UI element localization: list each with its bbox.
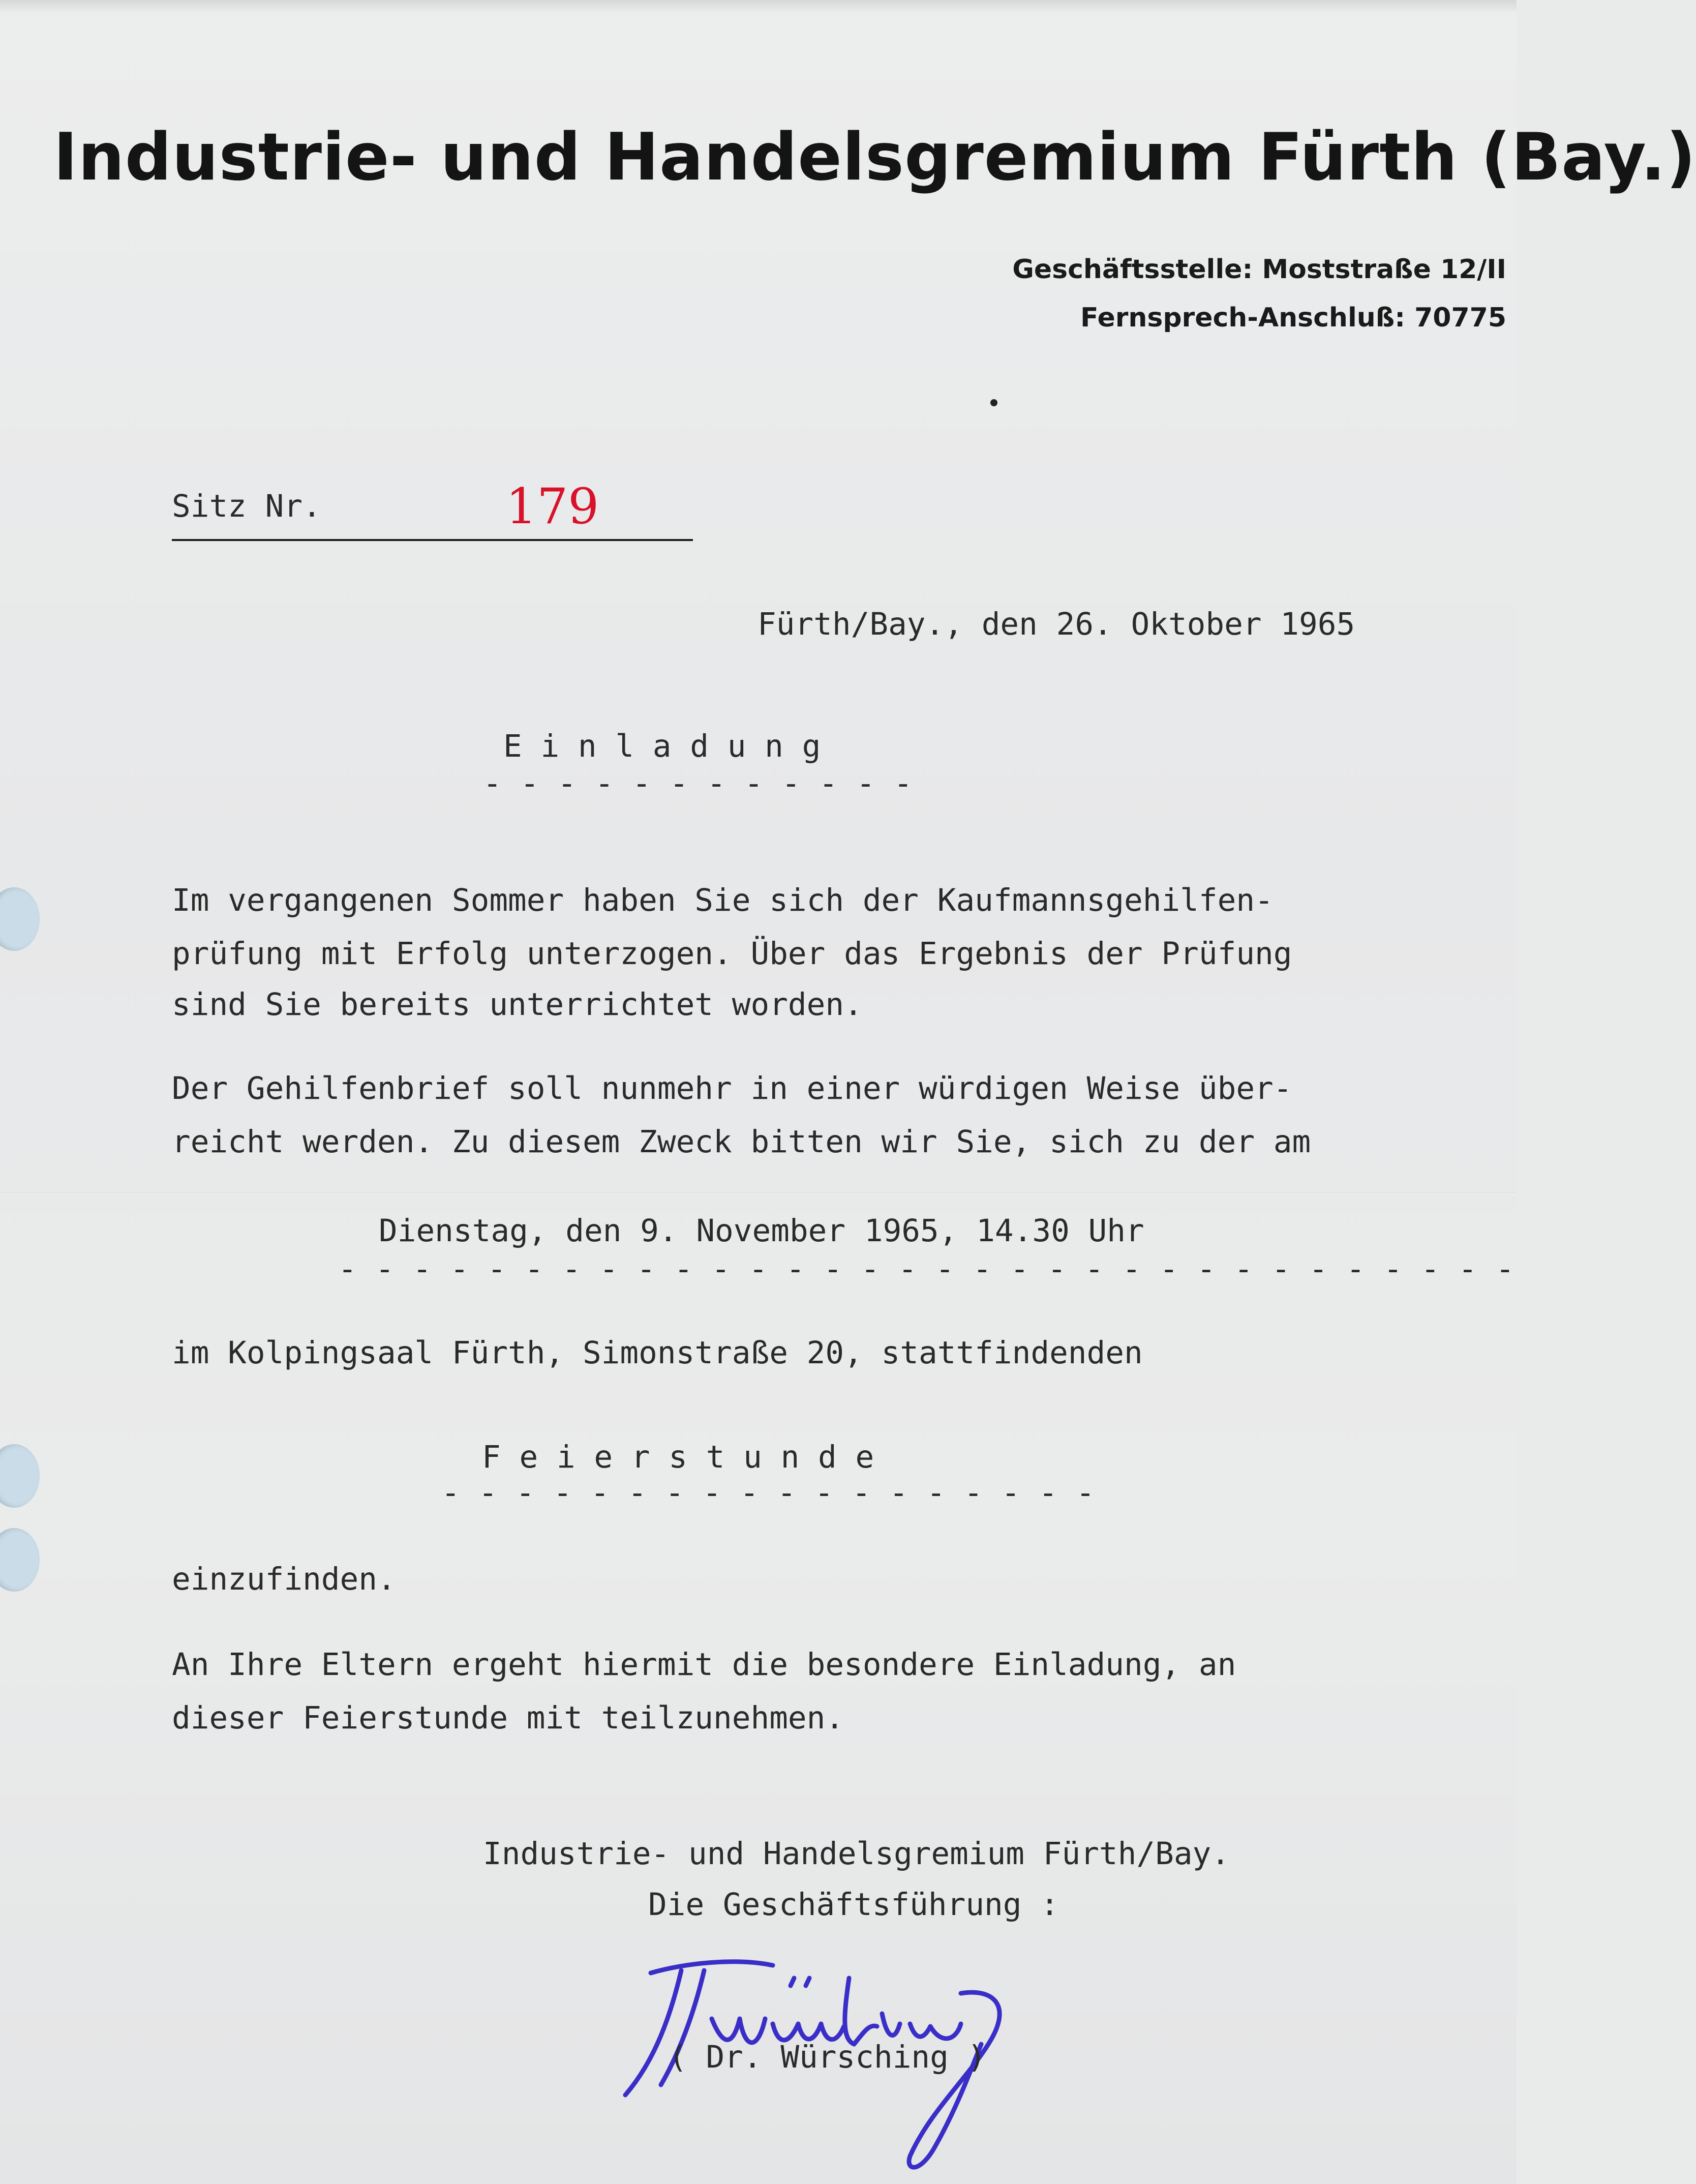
event-name-underline: - - - - - - - - - - - - - - - - - -	[441, 1475, 1095, 1511]
paragraph-line: sind Sie bereits unterrichtet worden.	[172, 986, 863, 1023]
paragraph-line: prüfung mit Erfolg unterzogen. Über das Ergebnis der Prüfung	[172, 936, 1292, 972]
signer-name: ( Dr. Würsching )	[669, 2039, 986, 2075]
seat-label: Sitz Nr.	[172, 488, 321, 524]
phone-number: Fernsprech-Anschluß: 70775	[1080, 303, 1506, 333]
seat-number: 179	[506, 478, 599, 535]
punch-hole	[0, 1444, 40, 1508]
event-location: im Kolpingsaal Fürth, Simonstraße 20, stattfindenden	[172, 1335, 1143, 1371]
paragraph-line: Im vergangenen Sommer haben Sie sich der Kaufmannsgehilfen-	[172, 882, 1274, 918]
letterhead-title: Industrie- und Handelsgremium Fürth (Bay.)	[53, 119, 1696, 195]
punch-hole	[0, 1528, 40, 1592]
paragraph-line: Der Gehilfenbrief soll nunmehr in einer würdigen Weise über-	[172, 1070, 1292, 1106]
seat-underline	[172, 539, 693, 541]
event-date-underline: - - - - - - - - - - - - - - - - - - - - - - - - - - - - - - - -	[338, 1251, 1515, 1287]
signoff-dept: Die Geschäftsführung :	[648, 1887, 1059, 1923]
paragraph-line: dieser Feierstunde mit teilzunehmen.	[172, 1700, 844, 1736]
paragraph-line: einzufinden.	[172, 1561, 396, 1597]
date-line: Fürth/Bay., den 26. Oktober 1965	[758, 606, 1355, 642]
paper-fold	[0, 1192, 1517, 1194]
signoff-org: Industrie- und Handelsgremium Fürth/Bay.	[483, 1836, 1230, 1872]
heading-underline: - - - - - - - - - - - -	[483, 765, 913, 801]
paragraph-line: reicht werden. Zu diesem Zweck bitten wir Sie, sich zu der am	[172, 1124, 1311, 1160]
event-name: F e i e r s t u n d e	[482, 1439, 874, 1475]
ink-dot	[990, 399, 997, 406]
heading-einladung: E i n l a d u n g	[503, 728, 821, 764]
paragraph-line: An Ihre Eltern ergeht hiermit die besondere Einladung, an	[172, 1647, 1236, 1683]
paper-top-edge	[0, 0, 1517, 13]
punch-hole	[0, 887, 40, 951]
event-date: Dienstag, den 9. November 1965, 14.30 Uhr	[379, 1213, 1144, 1249]
office-address: Geschäftsstelle: Moststraße 12/II	[1012, 254, 1506, 285]
